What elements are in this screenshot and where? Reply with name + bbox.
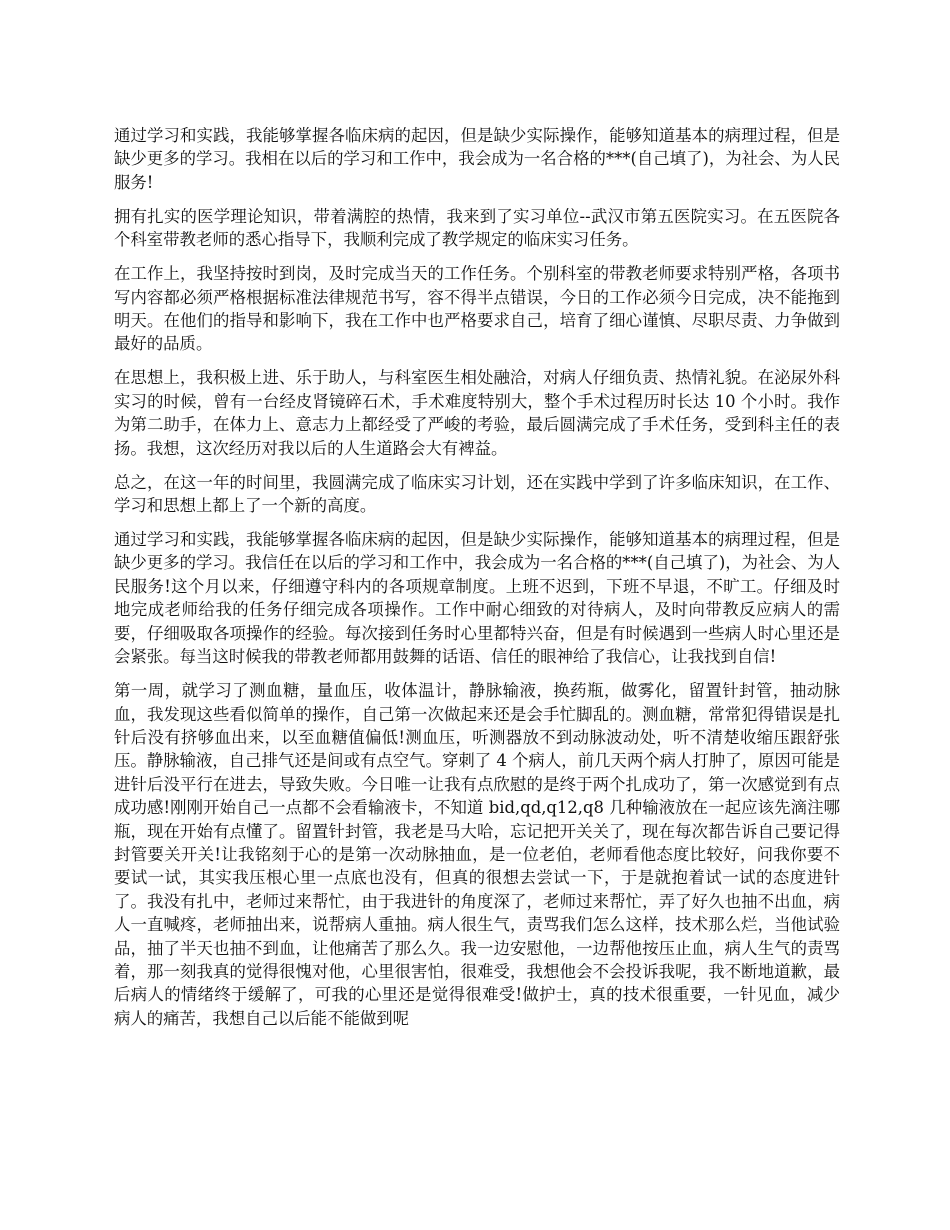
paragraph-4: 在思想上，我积极上进、乐于助人，与科室医生相处融洽，对病人仔细负责、热情礼貌。在泌尿外科实习的时候，曾有一台经皮肾镜碎石术，手术难度特别大，整个手术过程历时长达 10 个小时。我作为第二助手，在体力上、意志力上都经受了严峻的考验，最后圆满完成了手术任务，受到科主任的表扬。我想，这次经历对我以后的人生道路会大有裨益。 <box>114 368 840 458</box>
paragraph-3: 在工作上，我坚持按时到岗，及时完成当天的工作任务。个别科室的带教老师要求特别严格，各项书写内容都必须严格根据标准法律规范书写，容不得半点错误，今日的工作必须今日完成，决不能拖到明天。在他们的指导和影响下，我在工作中也严格要求自己，培育了细心谨慎、尽职尽责、力争做到最好的品质。 <box>114 264 840 354</box>
paragraph-6: 通过学习和实践，我能够掌握各临床病的起因，但是缺少实际操作，能够知道基本的病理过程，但是缺少更多的学习。我信任在以后的学习和工作中，我会成为一名合格的***(自己填了)，为社会、为人民服务!这个月以来，仔细遵守科内的各项规章制度。上班不迟到，下班不早退，不旷工。仔细及时地完成老师给我的任务仔细完成各项操作。工作中耐心细致的对待病人，及时向带教反应病人的需要，仔细吸取各项操作的经验。每次接到任务时心里都特兴奋，但是有时候遇到一些病人时心里还是会紧张。每当这时候我的带教老师都用鼓舞的话语、信任的眼神给了我信心，让我找到自信! <box>114 530 840 667</box>
paragraph-7: 第一周，就学习了测血糖，量血压，收体温计，静脉输液，换药瓶，做雾化，留置针封管，抽动脉血，我发现这些看似简单的操作，自己第一次做起来还是会手忙脚乱的。测血糖，常常犯得错误是扎针后没有挤够血出来，以至血糖值偏低!测血压，听测器放不到动脉波动处，听不清楚收缩压跟舒张压。静脉输液，自己排气还是间或有点空气。穿刺了 4 个病人，前几天两个病人打肿了，原因可能是进针后没平行在进去，导致失败。今日唯一让我有点欣慰的是终于两个扎成功了，第一次感觉到有点成功感!刚刚开始自己一点都不会看输液卡，不知道 bid,qd,q12,q8 几种输液放在一起应该先滴注哪瓶，现在开始有点懂了。留置针封管，我老是马大哈，忘记把开关关了，现在每次都告诉自己要记得封管要关开关!让我铭刻于心的是第一次动脉抽血，是一位老伯，老师看他态度比较好，问我你要不要试一试，其实我压根心里一点底也没有，但真的很想去尝试一下，于是就抱着试一试的态度进针了。我没有扎中，老师过来帮忙，由于我进针的角度深了，老师过来帮忙，弄了好久也抽不出血，病人一直喊疼，老师抽出来，说帮病人重抽。病人很生气，责骂我们怎么这样，技术那么烂，当他试验品，抽了半天也抽不到血，让他痛苦了那么久。我一边安慰他，一边帮他按压止血，病人生气的责骂着，那一刻我真的觉得很愧对他，心里很害怕，很难受，我想他会不会投诉我呢，我不断地道歉，最后病人的情绪终于缓解了，可我的心里还是觉得很难受!做护士，真的技术很重要，一针见血，减少病人的痛苦，我想自己以后能不能做到呢 <box>114 681 840 1028</box>
paragraph-2: 拥有扎实的医学理论知识，带着满腔的热情，我来到了实习单位--武汉市第五医院实习。在五医院各个科室带教老师的悉心指导下，我顺利完成了教学规定的临床实习任务。 <box>114 206 840 250</box>
paragraph-1: 通过学习和实践，我能够掌握各临床病的起因，但是缺少实际操作，能够知道基本的病理过程，但是缺少更多的学习。我相在以后的学习和工作中，我会成为一名合格的***(自己填了)，为社会、为人民服务! <box>114 126 840 192</box>
paragraph-5: 总之，在这一年的时间里，我圆满完成了临床实习计划，还在实践中学到了许多临床知识，在工作、学习和思想上都上了一个新的高度。 <box>114 472 840 516</box>
document-page <box>114 124 840 1041</box>
